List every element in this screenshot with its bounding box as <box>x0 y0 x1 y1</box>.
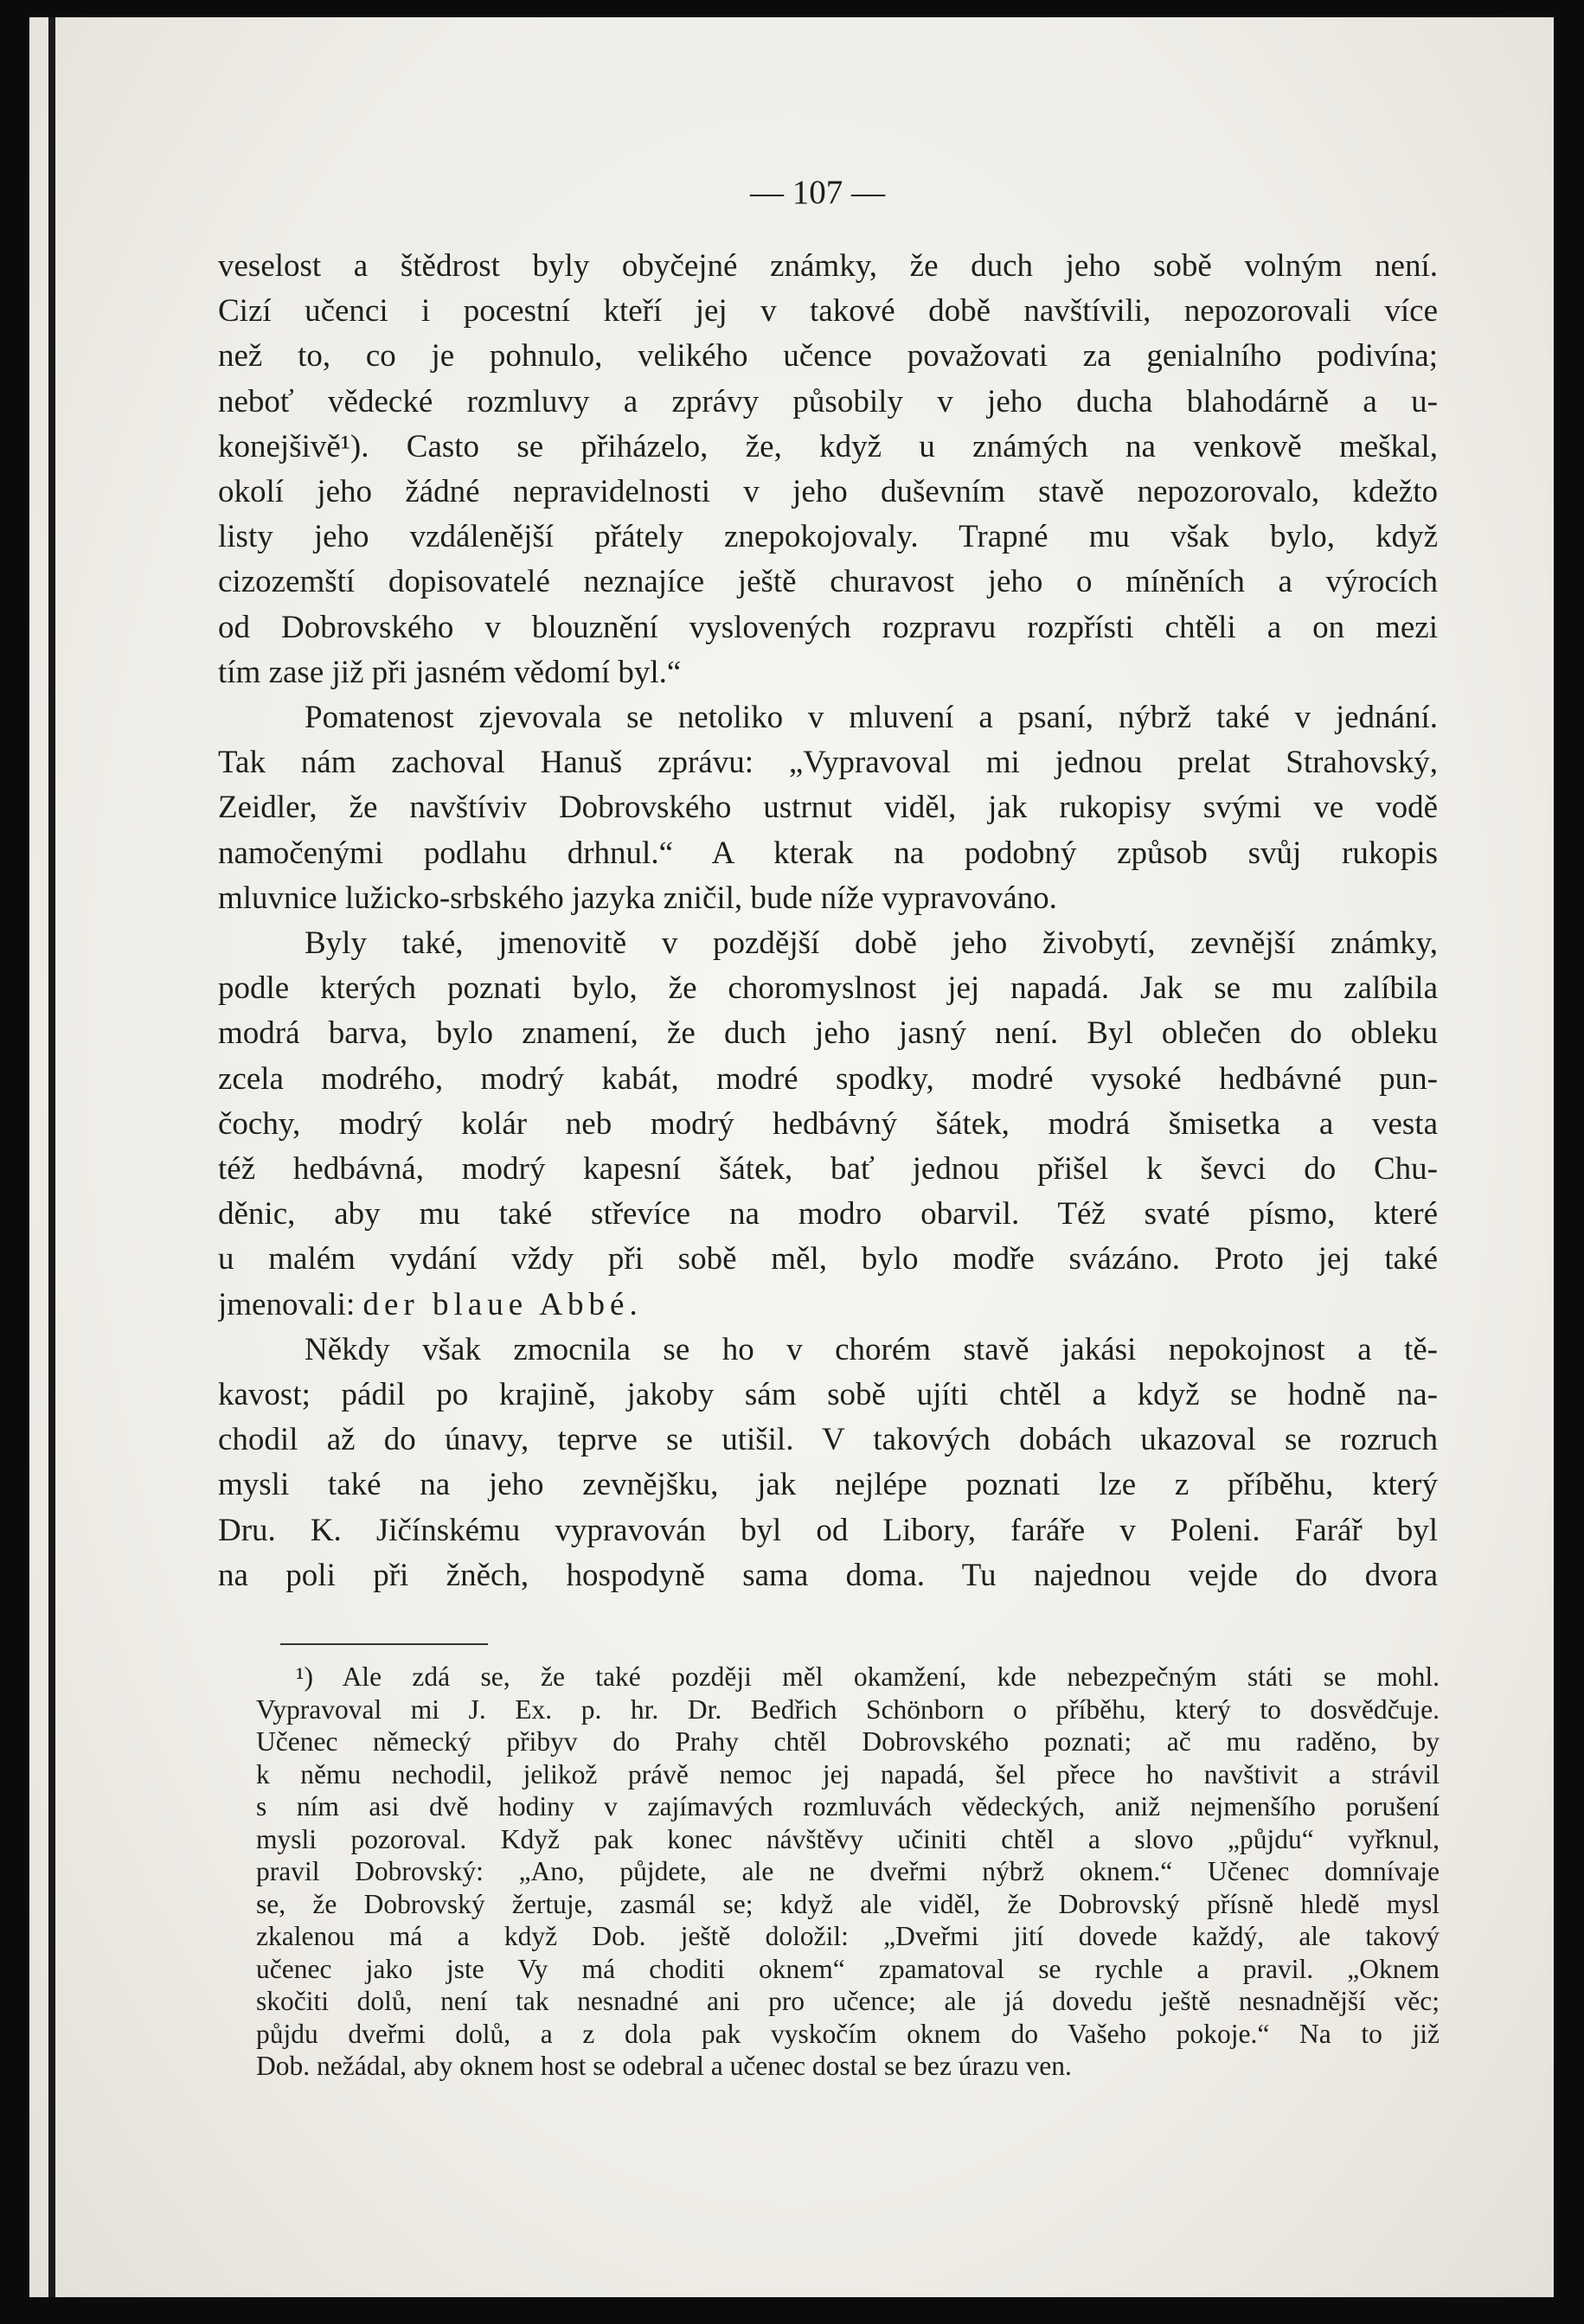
text-line: veselost a štědrost byly obyčejné známky, že duch jeho sobě volným není. <box>218 248 1438 284</box>
footnote-line: s ním asi dvě hodiny v zajímavých rozmluvách vědeckých, aniž nejmenšího porušení <box>256 1791 1440 1821</box>
text-line: cizozemští dopisovatelé neznajíce ještě churavost jeho o míněních a výrocích <box>218 564 1438 600</box>
text-line: též hedbávná, modrý kapesní šátek, bať jednou přišel k ševci do Chu- <box>218 1151 1438 1188</box>
text-line: než to, co je pohnulo, velikého učence považovati za genialního podivína; <box>218 338 1438 375</box>
footnote-line: Vypravoval mi J. Ex. p. hr. Dr. Bedřich Schönborn o příběhu, který to dosvědčuje. <box>256 1693 1440 1725</box>
text-line: zcela modrého, modrý kabát, modré spodky, modré vysoké hedbávné pun- <box>218 1060 1438 1097</box>
page-edge-shadow <box>48 17 55 2297</box>
text-line: chodil až do únavy, teprve se utišil. V takových dobách ukazoval se rozruch <box>218 1422 1438 1458</box>
text-line: Zeidler, že navštíviv Dobrovského ustrnut viděl, jak rukopisy svými ve vodě <box>218 790 1438 826</box>
text-line: Pomatenost zjevovala se netoliko v mluvení a psaní, nýbrž také v jednání. <box>305 700 1438 736</box>
text-line: Tak nám zachoval Hanuš zprávu: „Vypravoval mi jednou prelat Strahovský, <box>218 745 1438 781</box>
footnote-line: zkalenou má a když Dob. ještě doložil: „Dveřmi jití dovede každý, ale takový <box>256 1921 1440 1951</box>
paragraph-4 <box>218 1328 1438 1598</box>
spaced-german-phrase: der blaue Abbé. <box>362 1286 643 1322</box>
text-line: namočenými podlahu drhnul.“ A kterak na podobný způsob svůj rukopis <box>218 835 1438 871</box>
text-line: tím zase již při jasném vědomí byl.“ <box>218 654 682 690</box>
text-line: u malém vydání vždy při sobě měl, bylo modře svázáno. Proto jej také <box>218 1241 1438 1277</box>
footnote-line: ¹) Ale zdá se, že také později měl okamžení, kde nebezpečným státi se mohl. <box>296 1661 1440 1692</box>
text-line: Cizí učenci i pocestní kteří jej v takové době navštívili, nepozorovali více <box>218 293 1438 330</box>
text-line: listy jeho vzdálenější přátely znepokojovaly. Trapné mu však bylo, když <box>218 519 1438 555</box>
main-text <box>218 244 1438 1598</box>
footnote-line: půjdu dveřmi dolů, a z dola pak vyskočím oknem do Vašeho pokoje.“ Na to již <box>256 2018 1440 2049</box>
text-line: mluvnice lužicko-srbského jazyka zničil, bude níže vypravováno. <box>218 880 1057 916</box>
text-line: modrá barva, bylo znamení, že duch jeho jasný není. Byl oblečen do obleku <box>218 1015 1438 1052</box>
footnote-line: pravil Dobrovský: „Ano, půjdete, ale ne dveřmi nýbrž oknem.“ Učenec domnívaje <box>256 1856 1440 1886</box>
text-line: konejšivě¹). Casto se přiházelo, že, když u známých na venkově meškal, <box>218 428 1438 464</box>
text-line: od Dobrovského v blouznění vyslovených rozpravu rozpřísti chtěli a on mezi <box>218 609 1438 645</box>
text-line: Dru. K. Jičínskému vypravován byl od Libory, faráře v Poleni. Farář byl <box>218 1512 1438 1548</box>
text-line: kavost; pádil po krajině, jakoby sám sobě ujíti chtěl a když se hodně na- <box>218 1377 1438 1413</box>
book-page <box>29 17 1554 2297</box>
footnote <box>256 1661 1440 2083</box>
text-line: děnic, aby mu také střevíce na modro obarvil. Též svaté písmo, které <box>218 1196 1438 1232</box>
paragraph-2 <box>218 695 1438 921</box>
closing-prefix: jmenovali: <box>218 1286 363 1322</box>
text-line: Někdy však zmocnila se ho v chorém stavě jakási nepokojnost a tě- <box>305 1331 1438 1367</box>
text-line: Byly také, jmenovitě v pozdější době jeho živobytí, zevnější známky, <box>305 925 1438 962</box>
footnote-line: Dob. nežádal, aby oknem host se odebral a učenec dostal se bez úrazu ven. <box>256 2051 1072 2081</box>
text-line: na poli při žněch, hospodyně sama doma. Tu najednou vejde do dvora <box>218 1557 1438 1593</box>
text-line: okolí jeho žádné nepravidelnosti v jeho duševním stavě nepozorovalo, kdežto <box>218 474 1438 510</box>
footnote-line: Učenec německý přibyv do Prahy chtěl Dobrovského poznati; ač mu raděno, by <box>256 1726 1440 1757</box>
page-number: — 107 — <box>750 174 885 211</box>
footnote-line: skočiti dolů, není tak nesnadné ani pro učence; ale já dovedu ještě nesnadnější věc; <box>256 1986 1440 2016</box>
text-line: neboť vědecké rozmluvy a zprávy působily v jeho ducha blahodárně a u- <box>218 383 1438 419</box>
text-line: podle kterých poznati bylo, že choromyslnost jej napadá. Jak se mu zalíbila <box>218 970 1438 1007</box>
text-line: čochy, modrý kolár neb modrý hedbávný šátek, modrá šmisetka a vesta <box>218 1105 1438 1142</box>
footnote-line: k němu nechodil, jelikož právě nemoc jej napadá, šel přece ho navštivit a strávil <box>256 1758 1440 1789</box>
paragraph-3 <box>218 921 1438 1328</box>
footnote-line: se, že Dobrovský žertuje, zasmál se; když ale viděl, že Dobrovský přísně hledě mysl <box>256 1888 1440 1919</box>
footnote-rule <box>280 1643 488 1645</box>
footnote-line: mysli pozoroval. Když pak konec návštěvy učiniti chtěl a slovo „půjdu“ vyřknul, <box>256 1823 1440 1854</box>
paragraph-1 <box>218 244 1438 695</box>
footnote-line: učenec jako jste Vy má choditi oknem“ zpamatoval se rychle a pravil. „Oknem <box>256 1953 1440 1984</box>
text-line <box>218 1283 1438 1328</box>
text-line: mysli také na jeho zevnějšku, jak nejlépe poznati lze z příběhu, který <box>218 1467 1438 1503</box>
